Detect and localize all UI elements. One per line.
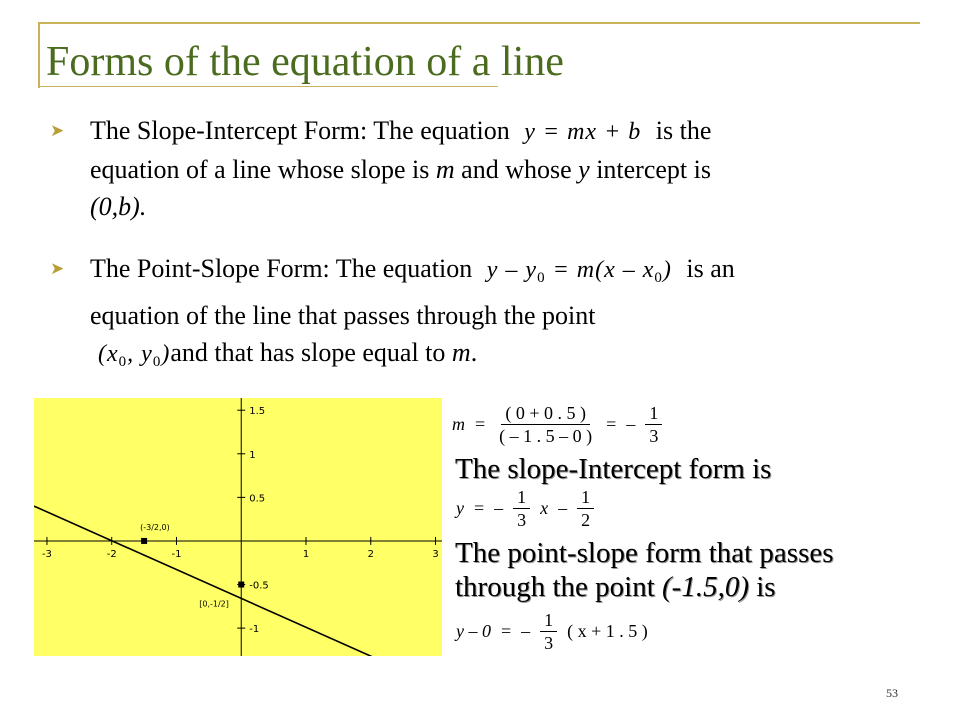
- point-slope-result: y – 0 = – $\frac{1}{3}$ ( x + 1 . 5 ): [456, 610, 648, 653]
- y-tick-label: 0.5: [249, 493, 266, 505]
- x-tick-label: -1: [171, 548, 182, 560]
- arrow-bullet-icon: ➤: [50, 259, 65, 278]
- slide-number: 53: [886, 686, 898, 700]
- title-underline: [38, 86, 498, 87]
- point-slope-label: The point-slope form that passes through the point (-1.5,0) is: [455, 537, 834, 603]
- bullet-point-slope: [50, 250, 910, 380]
- x-tick-label: 2: [367, 548, 374, 560]
- point-notation: ($x_0$, $y_0$): [98, 341, 171, 370]
- x-tick-label: 1: [302, 548, 310, 560]
- y-tick-label: -0.5: [249, 580, 269, 592]
- frame-left-line: [38, 22, 40, 88]
- point-marker: [141, 538, 147, 544]
- slope-result-fraction: $\frac{1}{3}$: [645, 402, 662, 447]
- slide-title: Forms of the equation of a line: [46, 39, 564, 85]
- slope-intercept-label: The slope-Intercept form is: [455, 453, 772, 485]
- point-label: (-3/2,0): [140, 522, 170, 532]
- line-graph: [34, 398, 442, 656]
- graph-canvas: [34, 398, 442, 656]
- bullet-slope-intercept: [50, 112, 910, 232]
- x-tick-label: -3: [41, 548, 52, 560]
- point-label: [0,-1/2]: [199, 599, 229, 609]
- arrow-bullet-icon: ➤: [50, 121, 65, 140]
- frame-top-line: [38, 22, 920, 24]
- y-tick-label: 1.5: [249, 406, 266, 418]
- x-tick-label: 3: [432, 548, 439, 560]
- slope-intercept-result: y = – $\frac{1}{3}$ x – $\frac{1}{2}$: [456, 486, 594, 531]
- slope-fraction: $\frac{( 0 + 0 . 5 )}{( - 1 . 5 - 0 )}$: [499, 403, 593, 446]
- bullet-text: The Point-Slope Form: The equation $y - y_0 = m(x - x_0)$ is an equation of the line that passes through the point ($x_0$, $y_0)and$ that has slope equal to m.: [90, 254, 735, 370]
- bullet-text: The Slope-Intercept Form: The equation y = mx + b is the equation of a line whose slope is m and whose y intercept is (0,b).: [90, 116, 712, 221]
- y-tick-label: 1: [249, 449, 256, 461]
- slope-intercept-equation: y = mx + b: [524, 119, 642, 145]
- x-tick-label: -2: [106, 548, 117, 560]
- y-tick-label: -1: [249, 624, 260, 636]
- point-slope-equation: $y - y_0 = m(x - x_0)$: [486, 257, 672, 286]
- point-marker: [238, 582, 244, 588]
- series-line: [34, 506, 410, 656]
- slope-calculation: m = $\frac{( 0 + 0 . 5 )}{( - 1 . 5 - 0 )}$ = – $\frac{1}{3}$: [452, 402, 662, 447]
